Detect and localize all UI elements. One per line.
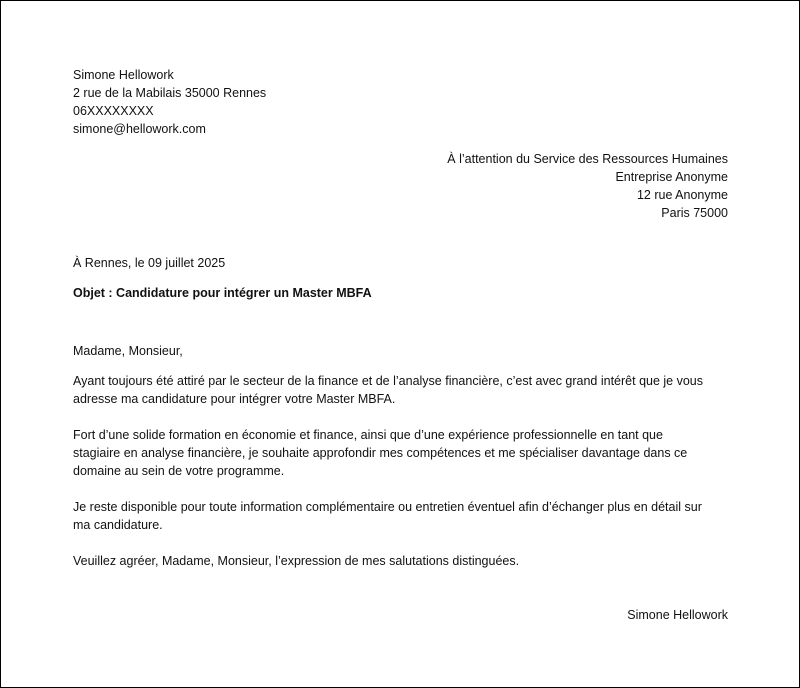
sender-address: 2 rue de la Mabilais 35000 Rennes [73, 86, 267, 100]
paragraph-line: Fort d’une solide formation en économie et finance, ainsi que d’une expérience professionnelle en tant que [73, 428, 663, 442]
sender-email: simone@hellowork.com [73, 122, 206, 136]
recipient-company: Entreprise Anonyme [615, 170, 728, 184]
body-paragraph-3 [73, 498, 728, 534]
sender-name: Simone Hellowork [73, 68, 174, 82]
paragraph-line: Je reste disponible pour toute information complémentaire ou entretien éventuel afin d’échanger plus en détail sur [73, 500, 702, 514]
recipient-city: Paris 75000 [661, 206, 728, 220]
letter-closing: Veuillez agréer, Madame, Monsieur, l’expression de mes salutations distinguées. [73, 554, 520, 568]
body-paragraph-1 [73, 372, 728, 408]
recipient-street: 12 rue Anonyme [636, 188, 728, 202]
paragraph-line: domaine au sein de votre programme. [73, 464, 285, 478]
letter-date: À Rennes, le 09 juillet 2025 [73, 256, 226, 270]
letter-signature: Simone Hellowork [627, 608, 728, 622]
sender-phone: 06XXXXXXXX [73, 104, 154, 118]
letter-greeting: Madame, Monsieur, [73, 344, 183, 358]
paragraph-line: Ayant toujours été attiré par le secteur de la finance et de l’analyse financière, c’est avec grand intérêt que je vous [73, 374, 704, 388]
body-paragraph-2 [73, 426, 728, 480]
paragraph-line: stagiaire en analyse financière, je souhaite approfondir mes compétences et me spécialiser davantage dans ce [73, 446, 688, 460]
paragraph-line: adresse ma candidature pour intégrer votre Master MBFA. [73, 392, 396, 406]
sender-block [73, 66, 728, 138]
paragraph-line: ma candidature. [73, 518, 163, 532]
recipient-block [73, 150, 728, 222]
letter-subject: Objet : Candidature pour intégrer un Master MBFA [73, 286, 372, 300]
recipient-attention: À l’attention du Service des Ressources Humaines [447, 152, 728, 166]
